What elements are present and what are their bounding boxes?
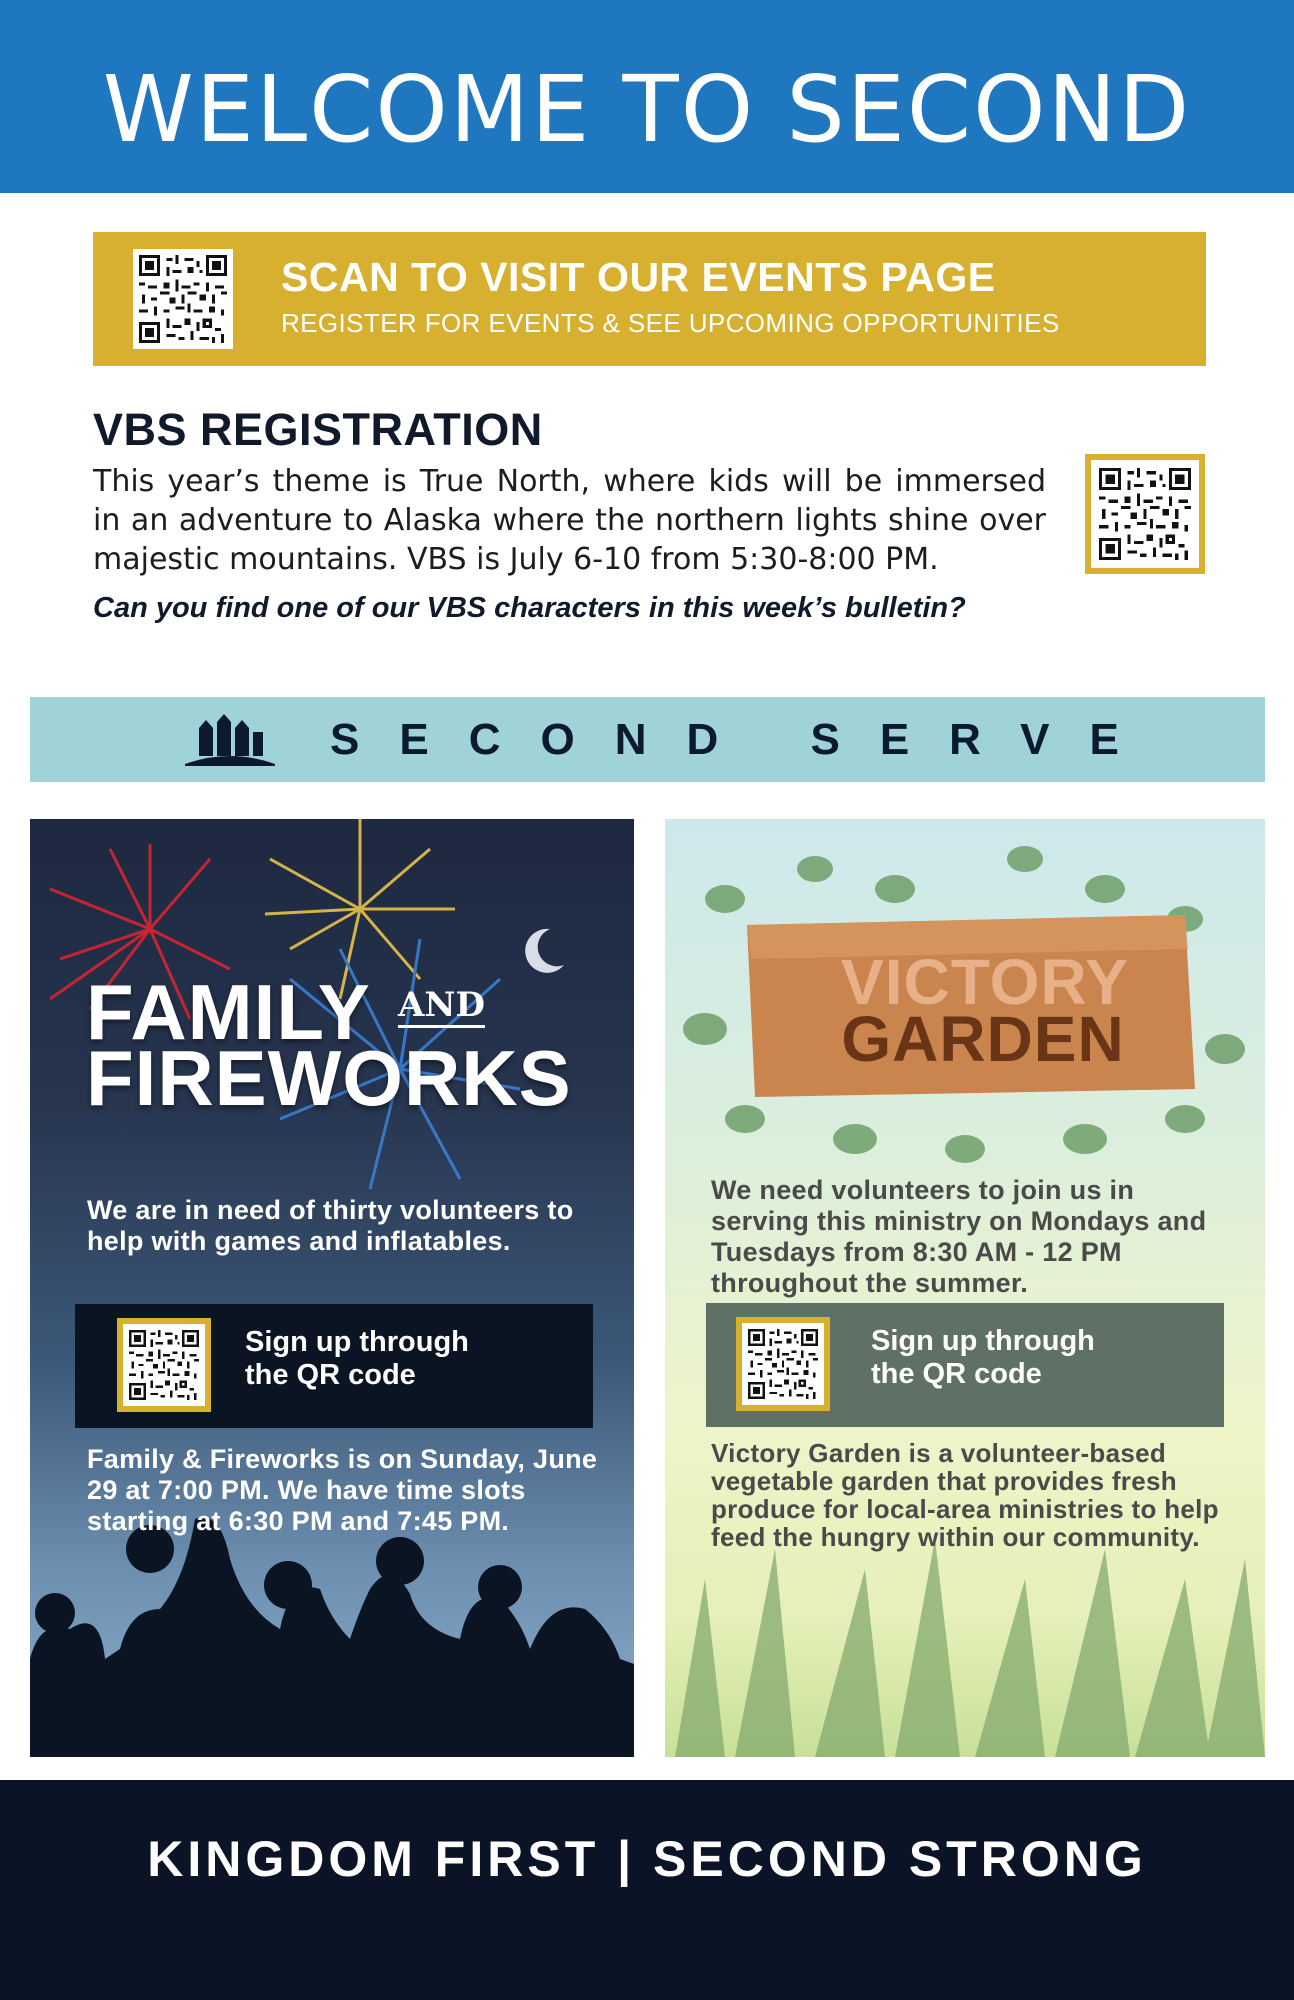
fireworks-description: We are in need of thirty volunteers to help with games and inflatables. bbox=[87, 1195, 574, 1256]
footer-tagline: KINGDOM FIRST | SECOND STRONG bbox=[147, 1831, 1147, 1887]
qr-code-icon[interactable] bbox=[133, 249, 233, 349]
page-title: WELCOME TO SECOND bbox=[102, 56, 1192, 163]
fireworks-signup-text bbox=[245, 1326, 469, 1392]
fireworks-title-line2: FIREWORKS bbox=[86, 1034, 572, 1122]
vbs-qr-code-icon[interactable] bbox=[1085, 454, 1205, 574]
fireworks-details: Family & Fireworks is on Sunday, June 29 at 7:00 PM. We have time slots starting at 6:30 PM and 7:45 PM. bbox=[87, 1444, 598, 1536]
events-subheading: REGISTER FOR EVENTS & SEE UPCOMING OPPORTUNITIES bbox=[281, 308, 1060, 338]
garden-title-line1: VICTORY bbox=[841, 946, 1129, 1018]
fireworks-qr-code-icon[interactable] bbox=[117, 1318, 211, 1412]
garden-title-line2: GARDEN bbox=[841, 1003, 1125, 1075]
vbs-body: This year’s theme is True North, where kids will be immersed in an adventure to Alaska where the northern lights shine over majestic mountains. VBS is July 6-10 from 5:30-8:00 PM. bbox=[93, 464, 1046, 577]
page-header bbox=[0, 0, 1294, 193]
victory-garden-card bbox=[665, 819, 1265, 1757]
garden-signup-line1: Sign up through bbox=[871, 1325, 1095, 1357]
events-banner[interactable] bbox=[93, 232, 1206, 366]
second-serve-banner bbox=[30, 697, 1265, 782]
fireworks-signup-line2: the QR code bbox=[245, 1359, 416, 1391]
fireworks-title-line1: FAMILY bbox=[86, 968, 371, 1056]
garden-signup-box[interactable] bbox=[706, 1303, 1224, 1427]
page-footer bbox=[0, 1780, 1294, 2000]
garden-description: We need volunteers to join us in serving this ministry on Mondays and Tuesdays from 8:30 AM - 12 PM throughout the summer. bbox=[711, 1175, 1207, 1298]
family-fireworks-card bbox=[30, 819, 634, 1757]
garden-about: Victory Garden is a volunteer-based vegetable garden that provides fresh produce for local-area ministries to help feed the hungry within our community. bbox=[711, 1438, 1219, 1552]
fireworks-signup-box[interactable] bbox=[75, 1304, 593, 1428]
garden-signup-line2: the QR code bbox=[871, 1358, 1042, 1390]
vbs-question: Can you find one of our VBS characters in this week’s bulletin? bbox=[93, 592, 966, 624]
fireworks-illustration bbox=[30, 819, 634, 1757]
city-skyline-icon bbox=[185, 714, 275, 766]
events-heading: SCAN TO VISIT OUR EVENTS PAGE bbox=[281, 254, 996, 300]
vbs-title: VBS REGISTRATION bbox=[93, 404, 543, 455]
fireworks-signup-line1: Sign up through bbox=[245, 1326, 469, 1358]
fireworks-title-and: AND bbox=[398, 985, 485, 1028]
garden-signup-text bbox=[871, 1325, 1095, 1391]
garden-qr-code-icon[interactable] bbox=[736, 1317, 830, 1411]
second-serve-label: SECOND SERVE bbox=[330, 715, 1159, 764]
